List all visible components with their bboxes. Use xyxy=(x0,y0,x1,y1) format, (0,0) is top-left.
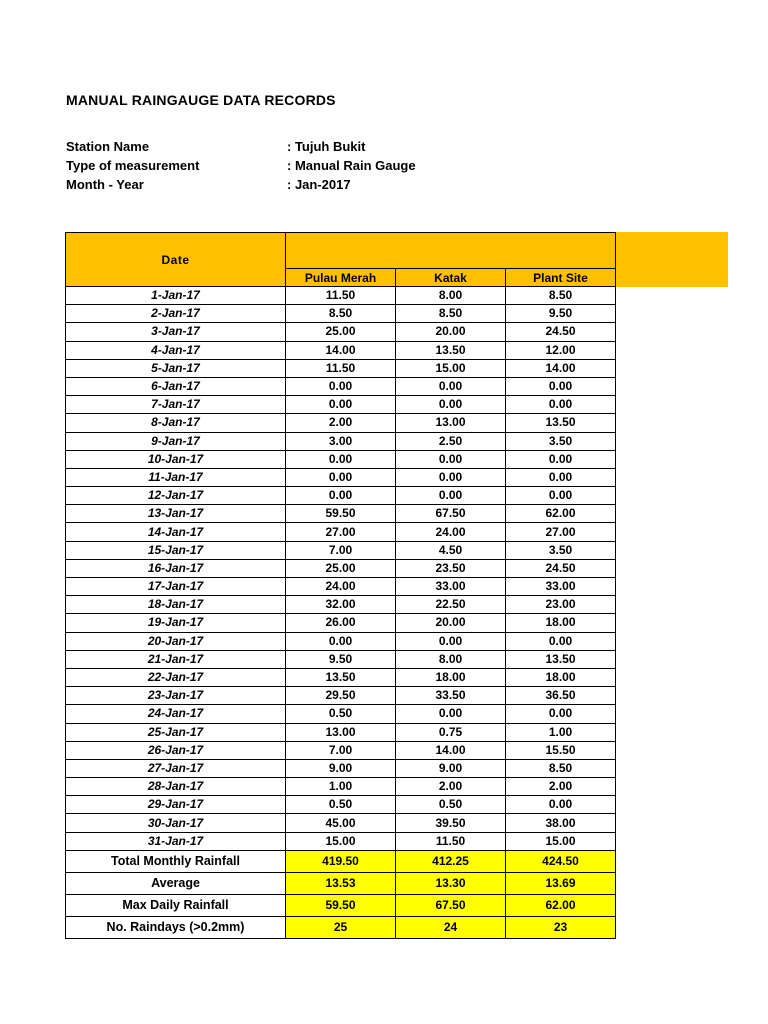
date-cell: 30-Jan-17 xyxy=(66,814,286,832)
rainfall-cell: 15.50 xyxy=(506,741,616,759)
date-cell: 29-Jan-17 xyxy=(66,796,286,814)
table-row xyxy=(66,668,616,686)
date-cell: 5-Jan-17 xyxy=(66,359,286,377)
table-row xyxy=(66,687,616,705)
rainfall-cell: 0.00 xyxy=(396,487,506,505)
rainfall-cell: 14.00 xyxy=(506,359,616,377)
rainfall-cell: 0.00 xyxy=(506,468,616,486)
rainfall-cell: 38.00 xyxy=(506,814,616,832)
date-cell: 28-Jan-17 xyxy=(66,778,286,796)
date-cell: 21-Jan-17 xyxy=(66,650,286,668)
rainfall-cell: 22.50 xyxy=(396,596,506,614)
station-group-header xyxy=(286,233,616,269)
rainfall-cell: 24.50 xyxy=(506,559,616,577)
rainfall-cell: 24.50 xyxy=(506,323,616,341)
summary-row xyxy=(66,894,616,916)
table-row xyxy=(66,523,616,541)
date-cell: 4-Jan-17 xyxy=(66,341,286,359)
rainfall-cell: 0.00 xyxy=(396,468,506,486)
table-row xyxy=(66,305,616,323)
rainfall-cell: 12.00 xyxy=(506,341,616,359)
rainfall-cell: 13.50 xyxy=(506,650,616,668)
summary-value: 13.53 xyxy=(286,872,396,894)
rainfall-cell: 59.50 xyxy=(286,505,396,523)
meta-label: Station Name xyxy=(66,139,150,154)
table-row xyxy=(66,614,616,632)
rainfall-cell: 33.00 xyxy=(506,578,616,596)
rainfall-cell: 24.00 xyxy=(286,578,396,596)
rainfall-cell: 0.00 xyxy=(506,632,616,650)
rainfall-cell: 9.00 xyxy=(286,759,396,777)
rainfall-cell: 13.00 xyxy=(396,414,506,432)
date-cell: 27-Jan-17 xyxy=(66,759,286,777)
rainfall-cell: 2.00 xyxy=(506,778,616,796)
table-row xyxy=(66,650,616,668)
rainfall-cell: 0.00 xyxy=(286,487,396,505)
rainfall-cell: 25.00 xyxy=(286,559,396,577)
rainfall-cell: 15.00 xyxy=(396,359,506,377)
table-row xyxy=(66,505,616,523)
rainfall-cell: 0.00 xyxy=(396,705,506,723)
rainfall-cell: 13.50 xyxy=(506,414,616,432)
rainfall-cell: 18.00 xyxy=(396,668,506,686)
table-row xyxy=(66,414,616,432)
summary-value: 62.00 xyxy=(506,894,616,916)
rainfall-cell: 8.50 xyxy=(506,759,616,777)
date-cell: 11-Jan-17 xyxy=(66,468,286,486)
date-cell: 24-Jan-17 xyxy=(66,705,286,723)
rainfall-cell: 0.00 xyxy=(396,632,506,650)
rainfall-cell: 18.00 xyxy=(506,668,616,686)
rainfall-cell: 2.50 xyxy=(396,432,506,450)
date-cell: 19-Jan-17 xyxy=(66,614,286,632)
summary-value: 24 xyxy=(396,916,506,938)
date-cell: 20-Jan-17 xyxy=(66,632,286,650)
table-row xyxy=(66,287,616,305)
table-row xyxy=(66,814,616,832)
table-row xyxy=(66,359,616,377)
rainfall-cell: 26.00 xyxy=(286,614,396,632)
rainfall-cell: 14.00 xyxy=(396,741,506,759)
date-cell: 6-Jan-17 xyxy=(66,377,286,395)
rainfall-cell: 0.00 xyxy=(506,396,616,414)
rainfall-cell: 20.00 xyxy=(396,323,506,341)
column-header: Plant Site xyxy=(506,269,616,287)
rainfall-cell: 7.00 xyxy=(286,741,396,759)
table-row xyxy=(66,377,616,395)
rainfall-cell: 3.50 xyxy=(506,432,616,450)
table-row xyxy=(66,341,616,359)
table-row xyxy=(66,705,616,723)
date-cell: 15-Jan-17 xyxy=(66,541,286,559)
rainfall-cell: 11.50 xyxy=(396,832,506,850)
rainfall-cell: 0.00 xyxy=(506,705,616,723)
date-cell: 13-Jan-17 xyxy=(66,505,286,523)
rainfall-cell: 39.50 xyxy=(396,814,506,832)
date-cell: 23-Jan-17 xyxy=(66,687,286,705)
summary-value: 23 xyxy=(506,916,616,938)
date-cell: 9-Jan-17 xyxy=(66,432,286,450)
rainfall-cell: 0.00 xyxy=(396,450,506,468)
page-title: MANUAL RAINGAUGE DATA RECORDS xyxy=(66,92,336,108)
table-row xyxy=(66,778,616,796)
rainfall-cell: 13.50 xyxy=(396,341,506,359)
rainfall-cell: 1.00 xyxy=(286,778,396,796)
rainfall-cell: 0.00 xyxy=(286,450,396,468)
rainfall-cell: 27.00 xyxy=(506,523,616,541)
rainfall-cell: 62.00 xyxy=(506,505,616,523)
rainfall-cell: 25.00 xyxy=(286,323,396,341)
date-cell: 17-Jan-17 xyxy=(66,578,286,596)
rainfall-cell: 9.50 xyxy=(286,650,396,668)
summary-value: 59.50 xyxy=(286,894,396,916)
summary-row xyxy=(66,850,616,872)
rainfall-cell: 67.50 xyxy=(396,505,506,523)
rainfall-cell: 8.50 xyxy=(506,287,616,305)
table-row xyxy=(66,632,616,650)
date-cell: 8-Jan-17 xyxy=(66,414,286,432)
rainfall-cell: 0.00 xyxy=(396,396,506,414)
rainfall-cell: 20.00 xyxy=(396,614,506,632)
table-row xyxy=(66,723,616,741)
summary-label: No. Raindays (>0.2mm) xyxy=(66,916,286,938)
rainfall-cell: 9.00 xyxy=(396,759,506,777)
summary-value: 419.50 xyxy=(286,850,396,872)
summary-label: Max Daily Rainfall xyxy=(66,894,286,916)
date-cell: 14-Jan-17 xyxy=(66,523,286,541)
table-row xyxy=(66,432,616,450)
rainfall-cell: 33.00 xyxy=(396,578,506,596)
date-cell: 1-Jan-17 xyxy=(66,287,286,305)
rainfall-cell: 0.50 xyxy=(396,796,506,814)
meta-label: Month - Year xyxy=(66,177,144,192)
date-cell: 22-Jan-17 xyxy=(66,668,286,686)
date-cell: 16-Jan-17 xyxy=(66,559,286,577)
rainfall-cell: 27.00 xyxy=(286,523,396,541)
rainfall-cell: 3.50 xyxy=(506,541,616,559)
rainfall-table xyxy=(65,232,616,939)
summary-value: 424.50 xyxy=(506,850,616,872)
rainfall-cell: 8.50 xyxy=(396,305,506,323)
date-cell: 31-Jan-17 xyxy=(66,832,286,850)
rainfall-cell: 33.50 xyxy=(396,687,506,705)
date-cell: 18-Jan-17 xyxy=(66,596,286,614)
rainfall-cell: 24.00 xyxy=(396,523,506,541)
rainfall-cell: 0.00 xyxy=(286,632,396,650)
table-row xyxy=(66,796,616,814)
rainfall-cell: 1.00 xyxy=(506,723,616,741)
rainfall-cell: 0.00 xyxy=(506,377,616,395)
table-row xyxy=(66,741,616,759)
table-row xyxy=(66,559,616,577)
summary-row xyxy=(66,872,616,894)
rainfall-cell: 15.00 xyxy=(506,832,616,850)
rainfall-cell: 8.00 xyxy=(396,650,506,668)
table-row xyxy=(66,450,616,468)
rainfall-cell: 9.50 xyxy=(506,305,616,323)
rainfall-cell: 15.00 xyxy=(286,832,396,850)
summary-value: 412.25 xyxy=(396,850,506,872)
table-row xyxy=(66,396,616,414)
rainfall-cell: 4.50 xyxy=(396,541,506,559)
date-cell: 7-Jan-17 xyxy=(66,396,286,414)
rainfall-cell: 0.75 xyxy=(396,723,506,741)
rainfall-cell: 18.00 xyxy=(506,614,616,632)
date-cell: 12-Jan-17 xyxy=(66,487,286,505)
table-row xyxy=(66,578,616,596)
rainfall-cell: 0.50 xyxy=(286,705,396,723)
meta-value: : Jan-2017 xyxy=(287,177,351,192)
rainfall-cell: 45.00 xyxy=(286,814,396,832)
rainfall-cell: 13.50 xyxy=(286,668,396,686)
table-row xyxy=(66,323,616,341)
meta-label: Type of measurement xyxy=(66,158,200,173)
meta-value: : Tujuh Bukit xyxy=(287,139,366,154)
rainfall-cell: 7.00 xyxy=(286,541,396,559)
rainfall-cell: 14.00 xyxy=(286,341,396,359)
date-cell: 2-Jan-17 xyxy=(66,305,286,323)
rainfall-cell: 0.00 xyxy=(286,468,396,486)
meta-value: : Manual Rain Gauge xyxy=(287,158,416,173)
summary-value: 67.50 xyxy=(396,894,506,916)
rainfall-cell: 13.00 xyxy=(286,723,396,741)
summary-value: 25 xyxy=(286,916,396,938)
rainfall-cell: 2.00 xyxy=(286,414,396,432)
rainfall-cell: 32.00 xyxy=(286,596,396,614)
rainfall-cell: 8.00 xyxy=(396,287,506,305)
rainfall-cell: 8.50 xyxy=(286,305,396,323)
rainfall-cell: 0.50 xyxy=(286,796,396,814)
rainfall-cell: 11.50 xyxy=(286,287,396,305)
rainfall-cell: 11.50 xyxy=(286,359,396,377)
column-header: Katak xyxy=(396,269,506,287)
column-header: Pulau Merah xyxy=(286,269,396,287)
date-cell: 25-Jan-17 xyxy=(66,723,286,741)
table-row xyxy=(66,832,616,850)
rainfall-cell: 0.00 xyxy=(396,377,506,395)
table-row xyxy=(66,596,616,614)
rainfall-cell: 23.00 xyxy=(506,596,616,614)
rainfall-cell: 0.00 xyxy=(506,450,616,468)
table-row xyxy=(66,487,616,505)
summary-label: Average xyxy=(66,872,286,894)
summary-value: 13.69 xyxy=(506,872,616,894)
rainfall-cell: 0.00 xyxy=(286,377,396,395)
summary-label: Total Monthly Rainfall xyxy=(66,850,286,872)
rainfall-cell: 3.00 xyxy=(286,432,396,450)
date-column-header: Date xyxy=(66,233,286,287)
rainfall-cell: 36.50 xyxy=(506,687,616,705)
summary-value: 13.30 xyxy=(396,872,506,894)
rainfall-cell: 0.00 xyxy=(506,796,616,814)
table-row xyxy=(66,759,616,777)
table-row xyxy=(66,541,616,559)
rainfall-cell: 0.00 xyxy=(506,487,616,505)
date-cell: 3-Jan-17 xyxy=(66,323,286,341)
rainfall-cell: 29.50 xyxy=(286,687,396,705)
table-row xyxy=(66,468,616,486)
rainfall-cell: 2.00 xyxy=(396,778,506,796)
summary-row xyxy=(66,916,616,938)
rainfall-cell: 0.00 xyxy=(286,396,396,414)
date-cell: 10-Jan-17 xyxy=(66,450,286,468)
rainfall-cell: 23.50 xyxy=(396,559,506,577)
date-cell: 26-Jan-17 xyxy=(66,741,286,759)
